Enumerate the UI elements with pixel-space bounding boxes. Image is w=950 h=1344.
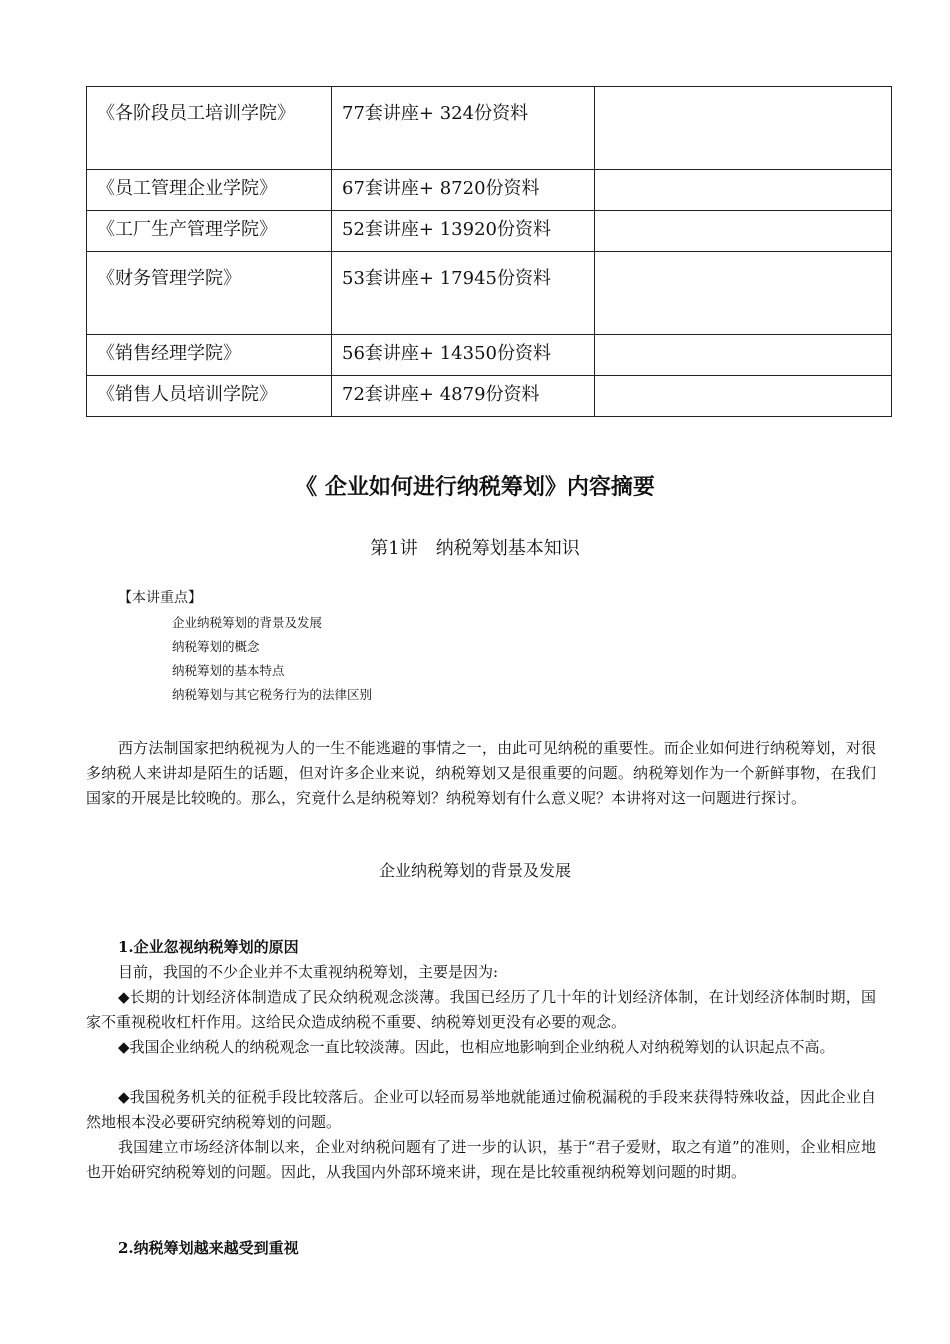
intro-paragraph: 西方法制国家把纳税视为人的一生不能逃避的事情之一，由此可见纳税的重要性。而企业如何进行纳税筹划，对很多纳税人来讲却是陌生的话题，但对许多企业来说，纳税筹划又是很重要的问题。纳税筹划作为一个新鲜事物，在我们国家的开展是比较晚的。那么，究竟什么是纳税筹划？纳税筹划有什么意义呢？本讲将对这一问题进行探讨。 — [86, 739, 876, 807]
table-cell-resources: 52套讲座+ 13920份资料 — [332, 211, 595, 252]
table-row — [87, 170, 892, 211]
table-row — [87, 87, 892, 170]
table-cell-empty — [595, 211, 892, 252]
key-points-heading: 【本讲重点】 — [118, 590, 202, 606]
table-cell-college: 《员工管理企业学院》 — [87, 170, 332, 211]
table-cell-empty — [595, 335, 892, 376]
list-item: 企业纳税筹划的背景及发展 — [172, 615, 323, 630]
bullet-paragraph: ◆我国税务机关的征税手段比较落后。企业可以轻而易举地就能通过偷税漏税的手段来获得特殊收益，因此企业自然地根本没必要研究纳税筹划的问题。 — [86, 1088, 876, 1131]
table-cell-resources: 72套讲座+ 4879份资料 — [332, 376, 595, 417]
bullet-paragraph: ◆长期的计划经济体制造成了民众纳税观念淡薄。我国已经历了几十年的计划经济体制，在计划经济体制时期，国家不重视税收杠杆作用。这给民众造成纳税不重要、纳税筹划更没有必要的观念。 — [86, 988, 876, 1031]
course-catalog-table — [86, 86, 892, 417]
lecture-heading: 第1讲 纳税筹划基本知识 — [370, 538, 580, 559]
list-item: 纳税筹划与其它税务行为的法律区别 — [172, 687, 373, 702]
table-cell-resources: 77套讲座+ 324份资料 — [332, 87, 595, 170]
table-cell-resources: 56套讲座+ 14350份资料 — [332, 335, 595, 376]
section-title: 企业纳税筹划的背景及发展 — [378, 861, 571, 880]
table-row — [87, 376, 892, 417]
table-cell-college: 《工厂生产管理学院》 — [87, 211, 332, 252]
table-cell-college: 《财务管理学院》 — [87, 252, 332, 335]
list-item: 纳税筹划的基本特点 — [172, 663, 285, 678]
table-row — [87, 211, 892, 252]
list-item: 纳税筹划的概念 — [172, 639, 260, 654]
table-row — [87, 335, 892, 376]
table-cell-empty — [595, 170, 892, 211]
document-title: 《 企业如何进行纳税筹划》内容摘要 — [295, 475, 655, 500]
table-cell-resources: 67套讲座+ 8720份资料 — [332, 170, 595, 211]
key-points-block — [118, 587, 372, 707]
closing-paragraph: 我国建立市场经济体制以来，企业对纳税问题有了进一步的认识，基于“君子爱财，取之有道”的准则，企业相应地也开始研究纳税筹划的问题。因此，从我国内外部环境来讲，现在是比较重视纳税筹划问题的时期。 — [86, 1138, 876, 1181]
table-cell-empty — [595, 376, 892, 417]
subheading-2: 2.纳税筹划越来越受到重视 — [118, 1239, 299, 1257]
sub1-lead-paragraph: 目前，我国的不少企业并不太重视纳税筹划，主要是因为: — [118, 963, 499, 981]
table-cell-college: 《各阶段员工培训学院》 — [87, 87, 332, 170]
table-row — [87, 252, 892, 335]
bullet-paragraph: ◆我国企业纳税人的纳税观念一直比较淡薄。因此，也相应地影响到企业纳税人对纳税筹划的认识起点不高。 — [118, 1038, 835, 1056]
table-cell-empty — [595, 252, 892, 335]
table-cell-college: 《销售人员培训学院》 — [87, 376, 332, 417]
table-cell-college: 《销售经理学院》 — [87, 335, 332, 376]
subheading-1: 1.企业忽视纳税筹划的原因 — [118, 938, 299, 956]
key-points-list — [118, 611, 372, 707]
table-cell-empty — [595, 87, 892, 170]
table-cell-resources: 53套讲座+ 17945份资料 — [332, 252, 595, 335]
